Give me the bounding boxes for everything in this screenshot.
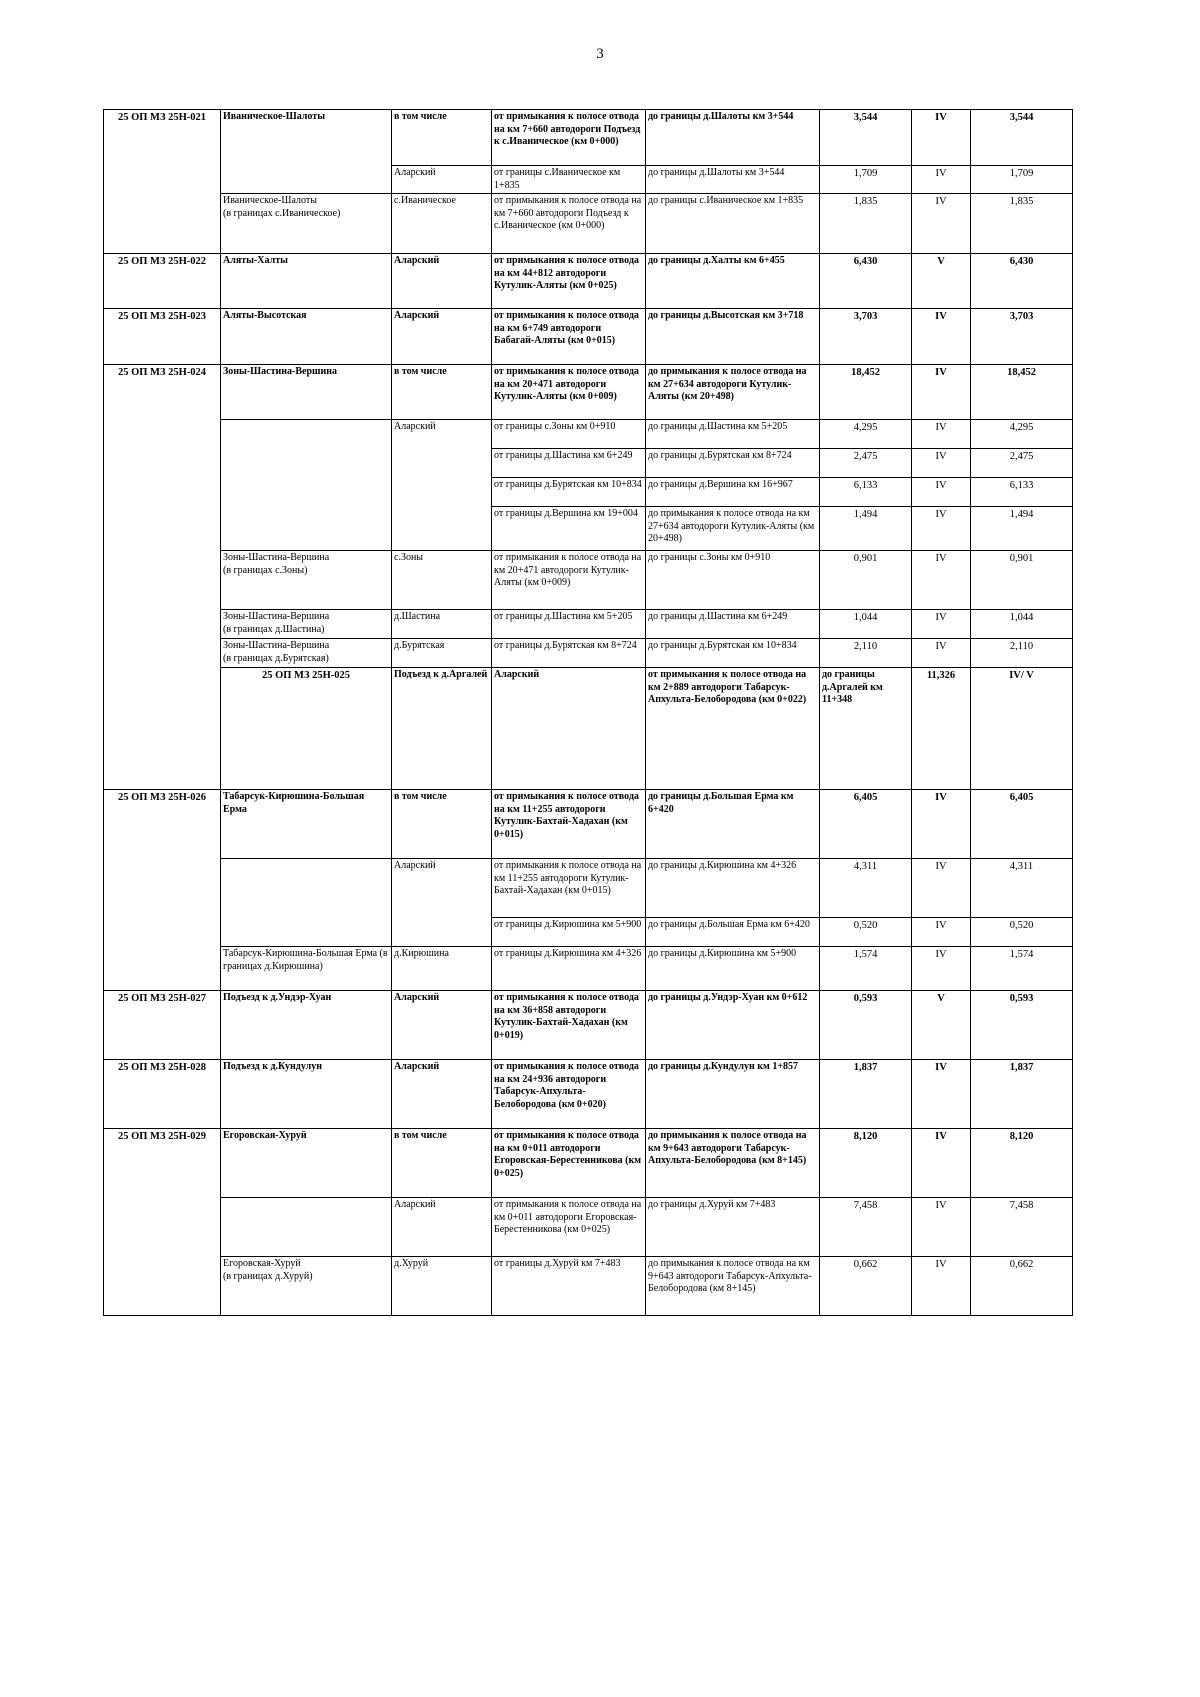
end-point-cell: до границы д.Большая Ерма км 6+420: [646, 918, 820, 947]
end-point-cell: до границы д.Бурятская км 8+724: [646, 449, 820, 478]
road-code-cell: 25 ОП МЗ 25Н-021: [104, 110, 221, 254]
category-cell: IV: [912, 639, 971, 668]
end-point-cell: до примыкания к полосе отвода на км 27+634 автодороги Кутулик-Аляты (км 20+498): [646, 365, 820, 420]
total-length-cell: 4,311: [971, 859, 1073, 918]
category-cell: IV: [912, 1060, 971, 1129]
page-number: 3: [596, 46, 604, 62]
total-length-cell: 2,110: [971, 639, 1073, 668]
end-point-cell: до границы д.Высотская км 3+718: [646, 309, 820, 365]
start-point-cell: от примыкания к полосе отвода на км 44+812 автодороги Кутулик-Аляты (км 0+025): [492, 254, 646, 309]
road-code-cell: 25 ОП МЗ 25Н-025: [221, 668, 392, 790]
total-length-cell: 6,405: [971, 790, 1073, 859]
length-cell: 7,458: [820, 1198, 912, 1257]
table-row: [104, 110, 1073, 166]
length-cell: 6,133: [820, 478, 912, 507]
total-length-cell: 2,475: [971, 449, 1073, 478]
total-length-cell: 0,662: [971, 1257, 1073, 1316]
end-point-cell: до границы д.Аргалей км 11+348: [820, 668, 912, 790]
road-code-cell: 25 ОП МЗ 25Н-029: [104, 1129, 221, 1316]
category-cell: IV: [912, 507, 971, 551]
category-cell: IV: [912, 478, 971, 507]
length-cell: 0,901: [820, 551, 912, 610]
start-point-cell: от границы д.Бурятская км 10+834: [492, 478, 646, 507]
road-code-cell: 25 ОП МЗ 25Н-024: [104, 365, 221, 790]
total-length-cell: 1,574: [971, 947, 1073, 991]
length-cell: 8,120: [820, 1129, 912, 1198]
category-cell: IV: [912, 790, 971, 859]
table-row: [104, 1257, 1073, 1316]
road-name-cell: Аляты-Высотская: [221, 309, 392, 365]
area-cell: д.Кирюшина: [392, 947, 492, 991]
road-name-cell: Подъезд к д.Аргалей: [392, 668, 492, 790]
table-row: [104, 790, 1073, 859]
length-cell: 1,835: [820, 194, 912, 254]
total-length-cell: 18,452: [971, 365, 1073, 420]
length-cell: 0,662: [820, 1257, 912, 1316]
category-cell: IV: [912, 1129, 971, 1198]
category-cell: IV: [912, 420, 971, 449]
start-point-cell: от границы д.Вершина км 19+004: [492, 507, 646, 551]
road-name-cell: Егоровская-Хуруй: [221, 1129, 392, 1198]
category-cell: IV: [912, 365, 971, 420]
length-cell: 1,494: [820, 507, 912, 551]
length-cell: 3,703: [820, 309, 912, 365]
table-row: [104, 947, 1073, 991]
area-cell: Аларский: [392, 1060, 492, 1129]
end-point-cell: до границы д.Вершина км 16+967: [646, 478, 820, 507]
category-cell: IV: [912, 166, 971, 194]
length-cell: 4,311: [820, 859, 912, 918]
road-name-cell: Табарсук-Кирюшина-Большая Ерма (в границах д.Кирюшина): [221, 947, 392, 991]
start-point-cell: от границы д.Бурятская км 8+724: [492, 639, 646, 668]
start-point-cell: от границы д.Шастина км 5+205: [492, 610, 646, 639]
area-cell: с.Иваническое: [392, 194, 492, 254]
table-row: [104, 991, 1073, 1060]
total-length-cell: 1,709: [971, 166, 1073, 194]
end-point-cell: до границы д.Кирюшина км 4+326: [646, 859, 820, 918]
end-point-cell: до границы д.Кирюшина км 5+900: [646, 947, 820, 991]
table-row: [104, 1129, 1073, 1198]
total-length-cell: 1,837: [971, 1060, 1073, 1129]
area-cell: в том числе: [392, 110, 492, 166]
length-cell: 6,430: [820, 254, 912, 309]
table-row: [104, 551, 1073, 610]
table-row: [104, 639, 1073, 668]
start-point-cell: от примыкания к полосе отвода на км 0+011 автодороги Егоровская-Берестенникова (км 0+025): [492, 1129, 646, 1198]
road-name-cell: [221, 859, 392, 947]
road-name-cell: Иваническое-Шалоты (в границах с.Иваническое): [221, 194, 392, 254]
length-cell: 0,520: [820, 918, 912, 947]
area-cell: Аларский: [392, 859, 492, 947]
start-point-cell: от границы д.Хуруй км 7+483: [492, 1257, 646, 1316]
start-point-cell: от примыкания к полосе отвода на км 20+471 автодороги Кутулик-Аляты (км 0+009): [492, 365, 646, 420]
total-length-cell: 1,044: [971, 610, 1073, 639]
end-point-cell: до границы д.Шастина км 6+249: [646, 610, 820, 639]
start-point-cell: от примыкания к полосе отвода на км 11+255 автодороги Кутулик-Бахтай-Хадахан (км 0+015): [492, 859, 646, 918]
category-cell: IV: [912, 1257, 971, 1316]
road-name-cell: Зоны-Шастина-Вершина (в границах д.Шастина): [221, 610, 392, 639]
table-row: [104, 859, 1073, 918]
end-point-cell: до примыкания к полосе отвода на км 27+634 автодороги Кутулик-Аляты (км 20+498): [646, 507, 820, 551]
road-name-cell: Зоны-Шастина-Вершина (в границах с.Зоны): [221, 551, 392, 610]
total-length-cell: 3,703: [971, 309, 1073, 365]
total-length-cell: 6,430: [971, 254, 1073, 309]
road-name-cell: Иваническое-Шалоты: [221, 110, 392, 194]
start-point-cell: от примыкания к полосе отвода на км 20+471 автодороги Кутулик-Аляты (км 0+009): [492, 551, 646, 610]
area-cell: в том числе: [392, 790, 492, 859]
table-row: [104, 668, 1073, 790]
category-cell: IV: [912, 110, 971, 166]
category-cell: IV: [912, 1198, 971, 1257]
table-row: [104, 1198, 1073, 1257]
table-row: [104, 365, 1073, 420]
start-point-cell: от примыкания к полосе отвода на км 36+858 автодороги Кутулик-Бахтай-Хадахан (км 0+019): [492, 991, 646, 1060]
table-row: [104, 1060, 1073, 1129]
road-code-cell: 25 ОП МЗ 25Н-026: [104, 790, 221, 991]
area-cell: д.Хуруй: [392, 1257, 492, 1316]
length-cell: 18,452: [820, 365, 912, 420]
end-point-cell: до границы с.Зоны км 0+910: [646, 551, 820, 610]
area-cell: Аларский: [392, 991, 492, 1060]
category-cell: IV: [912, 449, 971, 478]
road-name-cell: Табарсук-Кирюшина-Большая Ерма: [221, 790, 392, 859]
start-point-cell: от границы д.Кирюшина км 5+900: [492, 918, 646, 947]
area-cell: д.Бурятская: [392, 639, 492, 668]
road-name-cell: [221, 420, 392, 551]
start-point-cell: от границы д.Шастина км 6+249: [492, 449, 646, 478]
category-cell: V: [912, 254, 971, 309]
area-cell: Аларский: [392, 254, 492, 309]
total-length-cell: 3,544: [971, 110, 1073, 166]
total-length-cell: 1,494: [971, 507, 1073, 551]
category-cell: IV: [912, 194, 971, 254]
table-row: [104, 420, 1073, 449]
area-cell: Аларский: [492, 668, 646, 790]
end-point-cell: до границы д.Кундулун км 1+857: [646, 1060, 820, 1129]
end-point-cell: до границы д.Халты км 6+455: [646, 254, 820, 309]
length-cell: 1,709: [820, 166, 912, 194]
area-cell: Аларский: [392, 1198, 492, 1257]
area-cell: д.Шастина: [392, 610, 492, 639]
length-cell: 1,837: [820, 1060, 912, 1129]
start-point-cell: от примыкания к полосе отвода на км 0+011 автодороги Егоровская-Берестенникова (км 0+025): [492, 1198, 646, 1257]
total-length-cell: 0,520: [971, 918, 1073, 947]
start-point-cell: от примыкания к полосе отвода на км 6+749 автодороги Бабагай-Аляты (км 0+015): [492, 309, 646, 365]
table-body: [104, 110, 1073, 1316]
area-cell: с.Зоны: [392, 551, 492, 610]
total-length-cell: 6,133: [971, 478, 1073, 507]
road-code-cell: 25 ОП МЗ 25Н-028: [104, 1060, 221, 1129]
road-name-cell: Подъезд к д.Ундэр-Хуан: [221, 991, 392, 1060]
length-cell: 11,326: [912, 668, 971, 790]
end-point-cell: до границы д.Бурятская км 10+834: [646, 639, 820, 668]
start-point-cell: от границы с.Зоны км 0+910: [492, 420, 646, 449]
road-code-cell: 25 ОП МЗ 25Н-022: [104, 254, 221, 309]
category-cell: IV: [912, 947, 971, 991]
total-length-cell: 7,458: [971, 1198, 1073, 1257]
start-point-cell: от примыкания к полосе отвода на км 11+255 автодороги Кутулик-Бахтай-Хадахан (км 0+015): [492, 790, 646, 859]
length-cell: 2,110: [820, 639, 912, 668]
start-point-cell: от примыкания к полосе отвода на км 24+936 автодороги Табарсук-Апхульта-Белобородова (км 0+020): [492, 1060, 646, 1129]
category-cell: IV: [912, 309, 971, 365]
total-length-cell: 0,901: [971, 551, 1073, 610]
road-name-cell: Подъезд к д.Кундулун: [221, 1060, 392, 1129]
end-point-cell: до примыкания к полосе отвода на км 9+643 автодороги Табарсук-Апхульта-Белобородова (км 8+145): [646, 1257, 820, 1316]
road-name-cell: Зоны-Шастина-Вершина: [221, 365, 392, 420]
start-point-cell: от примыкания к полосе отвода на км 7+660 автодороги Подъезд к с.Иваническое (км 0+000): [492, 194, 646, 254]
category-cell: IV/ V: [971, 668, 1073, 790]
road-registry-table: [103, 109, 1073, 1316]
table-row: [104, 194, 1073, 254]
end-point-cell: до границы с.Иваническое км 1+835: [646, 194, 820, 254]
category-cell: IV: [912, 610, 971, 639]
length-cell: 1,044: [820, 610, 912, 639]
category-cell: IV: [912, 551, 971, 610]
length-cell: 4,295: [820, 420, 912, 449]
road-code-cell: 25 ОП МЗ 25Н-027: [104, 991, 221, 1060]
table-row: [104, 610, 1073, 639]
length-cell: 3,544: [820, 110, 912, 166]
start-point-cell: от примыкания к полосе отвода на км 7+660 автодороги Подъезд к с.Иваническое (км 0+000): [492, 110, 646, 166]
area-cell: в том числе: [392, 365, 492, 420]
end-point-cell: до границы д.Ундэр-Хуан км 0+612: [646, 991, 820, 1060]
end-point-cell: до границы д.Шалоты км 3+544: [646, 166, 820, 194]
total-length-cell: 1,835: [971, 194, 1073, 254]
length-cell: 1,574: [820, 947, 912, 991]
end-point-cell: до примыкания к полосе отвода на км 9+643 автодороги Табарсук-Апхульта-Белобородова (км 8+145): [646, 1129, 820, 1198]
total-length-cell: 4,295: [971, 420, 1073, 449]
start-point-cell: от границы д.Кирюшина км 4+326: [492, 947, 646, 991]
total-length-cell: 8,120: [971, 1129, 1073, 1198]
road-code-cell: 25 ОП МЗ 25Н-023: [104, 309, 221, 365]
start-point-cell: от границы с.Иваническое км 1+835: [492, 166, 646, 194]
area-cell: в том числе: [392, 1129, 492, 1198]
end-point-cell: до границы д.Хуруй км 7+483: [646, 1198, 820, 1257]
road-name-cell: Егоровская-Хуруй (в границах д.Хуруй): [221, 1257, 392, 1316]
start-point-cell: от примыкания к полосе отвода на км 2+889 автодороги Табарсук-Апхульта-Белобородова (км 0+022): [646, 668, 820, 790]
end-point-cell: до границы д.Шастина км 5+205: [646, 420, 820, 449]
road-name-cell: [221, 1198, 392, 1257]
category-cell: IV: [912, 859, 971, 918]
area-cell: Аларский: [392, 309, 492, 365]
length-cell: 2,475: [820, 449, 912, 478]
length-cell: 0,593: [820, 991, 912, 1060]
area-cell: Аларский: [392, 166, 492, 194]
area-cell: Аларский: [392, 420, 492, 551]
category-cell: V: [912, 991, 971, 1060]
total-length-cell: 0,593: [971, 991, 1073, 1060]
table-row: [104, 309, 1073, 365]
end-point-cell: до границы д.Большая Ерма км 6+420: [646, 790, 820, 859]
end-point-cell: до границы д.Шалоты км 3+544: [646, 110, 820, 166]
length-cell: 6,405: [820, 790, 912, 859]
road-name-cell: Аляты-Халты: [221, 254, 392, 309]
road-name-cell: Зоны-Шастина-Вершина (в границах д.Бурятская): [221, 639, 392, 668]
category-cell: IV: [912, 918, 971, 947]
table-row: [104, 254, 1073, 309]
